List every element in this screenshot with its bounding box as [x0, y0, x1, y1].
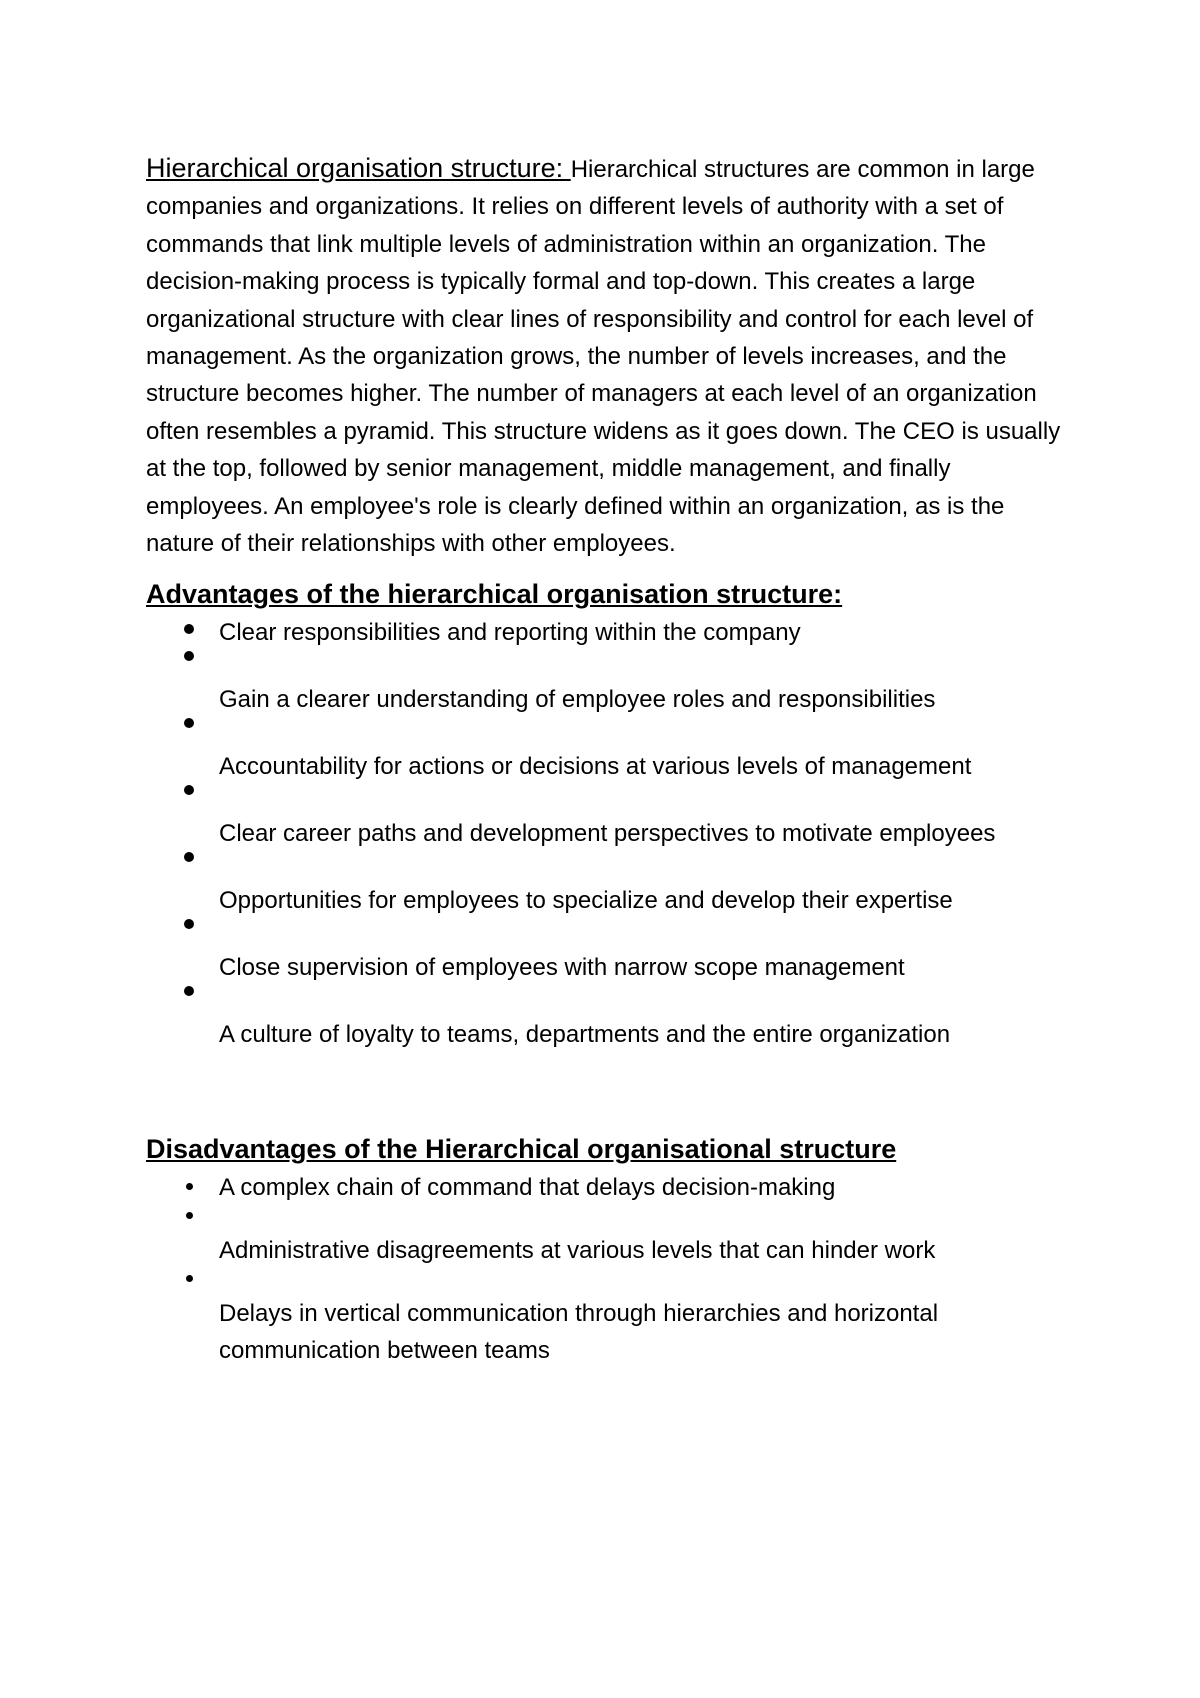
bullet-icon: [184, 986, 194, 996]
list-item-text: A complex chain of command that delays decision-making: [219, 1174, 836, 1202]
bullet-icon: [186, 1183, 193, 1190]
intro-body: Hierarchical structures are common in large companies and organizations. It relies on different levels of authority with a set of commands that link multiple levels of administration within an organization. The decision-making process is typically formal and top-down. This creates a large organizational structure with clear lines of responsibility and control for each level of management. As the organization grows, the number of levels increases, and the structure becomes higher. The number of managers at each level of an organization often resembles a pyramid. This structure widens as it goes down. The CEO is usually at the top, followed by senior management, middle management, and finally employees. An employee's role is clearly defined within an organization, as is the nature of their relationships with other employees.: [146, 156, 1061, 558]
list-item-text: Opportunities for employees to specialize and develop their expertise: [219, 887, 953, 915]
intro-heading: Hierarchical organisation structure:: [146, 153, 571, 183]
bullet-icon: [184, 624, 194, 634]
list-item: [146, 980, 1076, 1053]
list-item-text: Administrative disagreements at various levels that can hinder work: [219, 1237, 936, 1265]
bullet-icon: [184, 785, 194, 795]
list-item: [146, 645, 1076, 718]
advantages-list: [146, 614, 1076, 1053]
bullet-icon: [186, 1212, 193, 1219]
list-item: [146, 712, 1076, 785]
list-item: [146, 1267, 1076, 1369]
list-item-text: A culture of loyalty to teams, departments and the entire organization: [219, 1021, 951, 1049]
bullet-icon: [184, 919, 194, 929]
document-content: [146, 150, 1076, 1369]
list-item-text: Clear responsibilities and reporting within the company: [219, 619, 801, 647]
list-item-text: Clear career paths and development perspectives to motivate employees: [219, 820, 996, 848]
bullet-icon: [186, 1275, 193, 1282]
disadvantages-list: [146, 1169, 1076, 1369]
list-item-text: Gain a clearer understanding of employee roles and responsibilities: [219, 686, 936, 714]
bullet-icon: [184, 852, 194, 862]
list-item: [146, 779, 1076, 852]
intro-paragraph: [146, 150, 1076, 562]
bullet-icon: [184, 651, 194, 661]
list-item-text: Delays in vertical communication through hierarchies and horizontal communication between teams: [219, 1300, 939, 1365]
list-item-text: Accountability for actions or decisions at various levels of management: [219, 753, 972, 781]
list-item: [146, 1169, 1076, 1206]
disadvantages-heading: Disadvantages of the Hierarchical organisational structure: [146, 1134, 897, 1165]
list-item-text: Close supervision of employees with narrow scope management: [219, 954, 905, 982]
advantages-heading: Advantages of the hierarchical organisation structure:: [146, 579, 843, 610]
list-item: [146, 846, 1076, 919]
list-item: [146, 1204, 1076, 1269]
list-item: [146, 913, 1076, 986]
bullet-icon: [184, 718, 194, 728]
